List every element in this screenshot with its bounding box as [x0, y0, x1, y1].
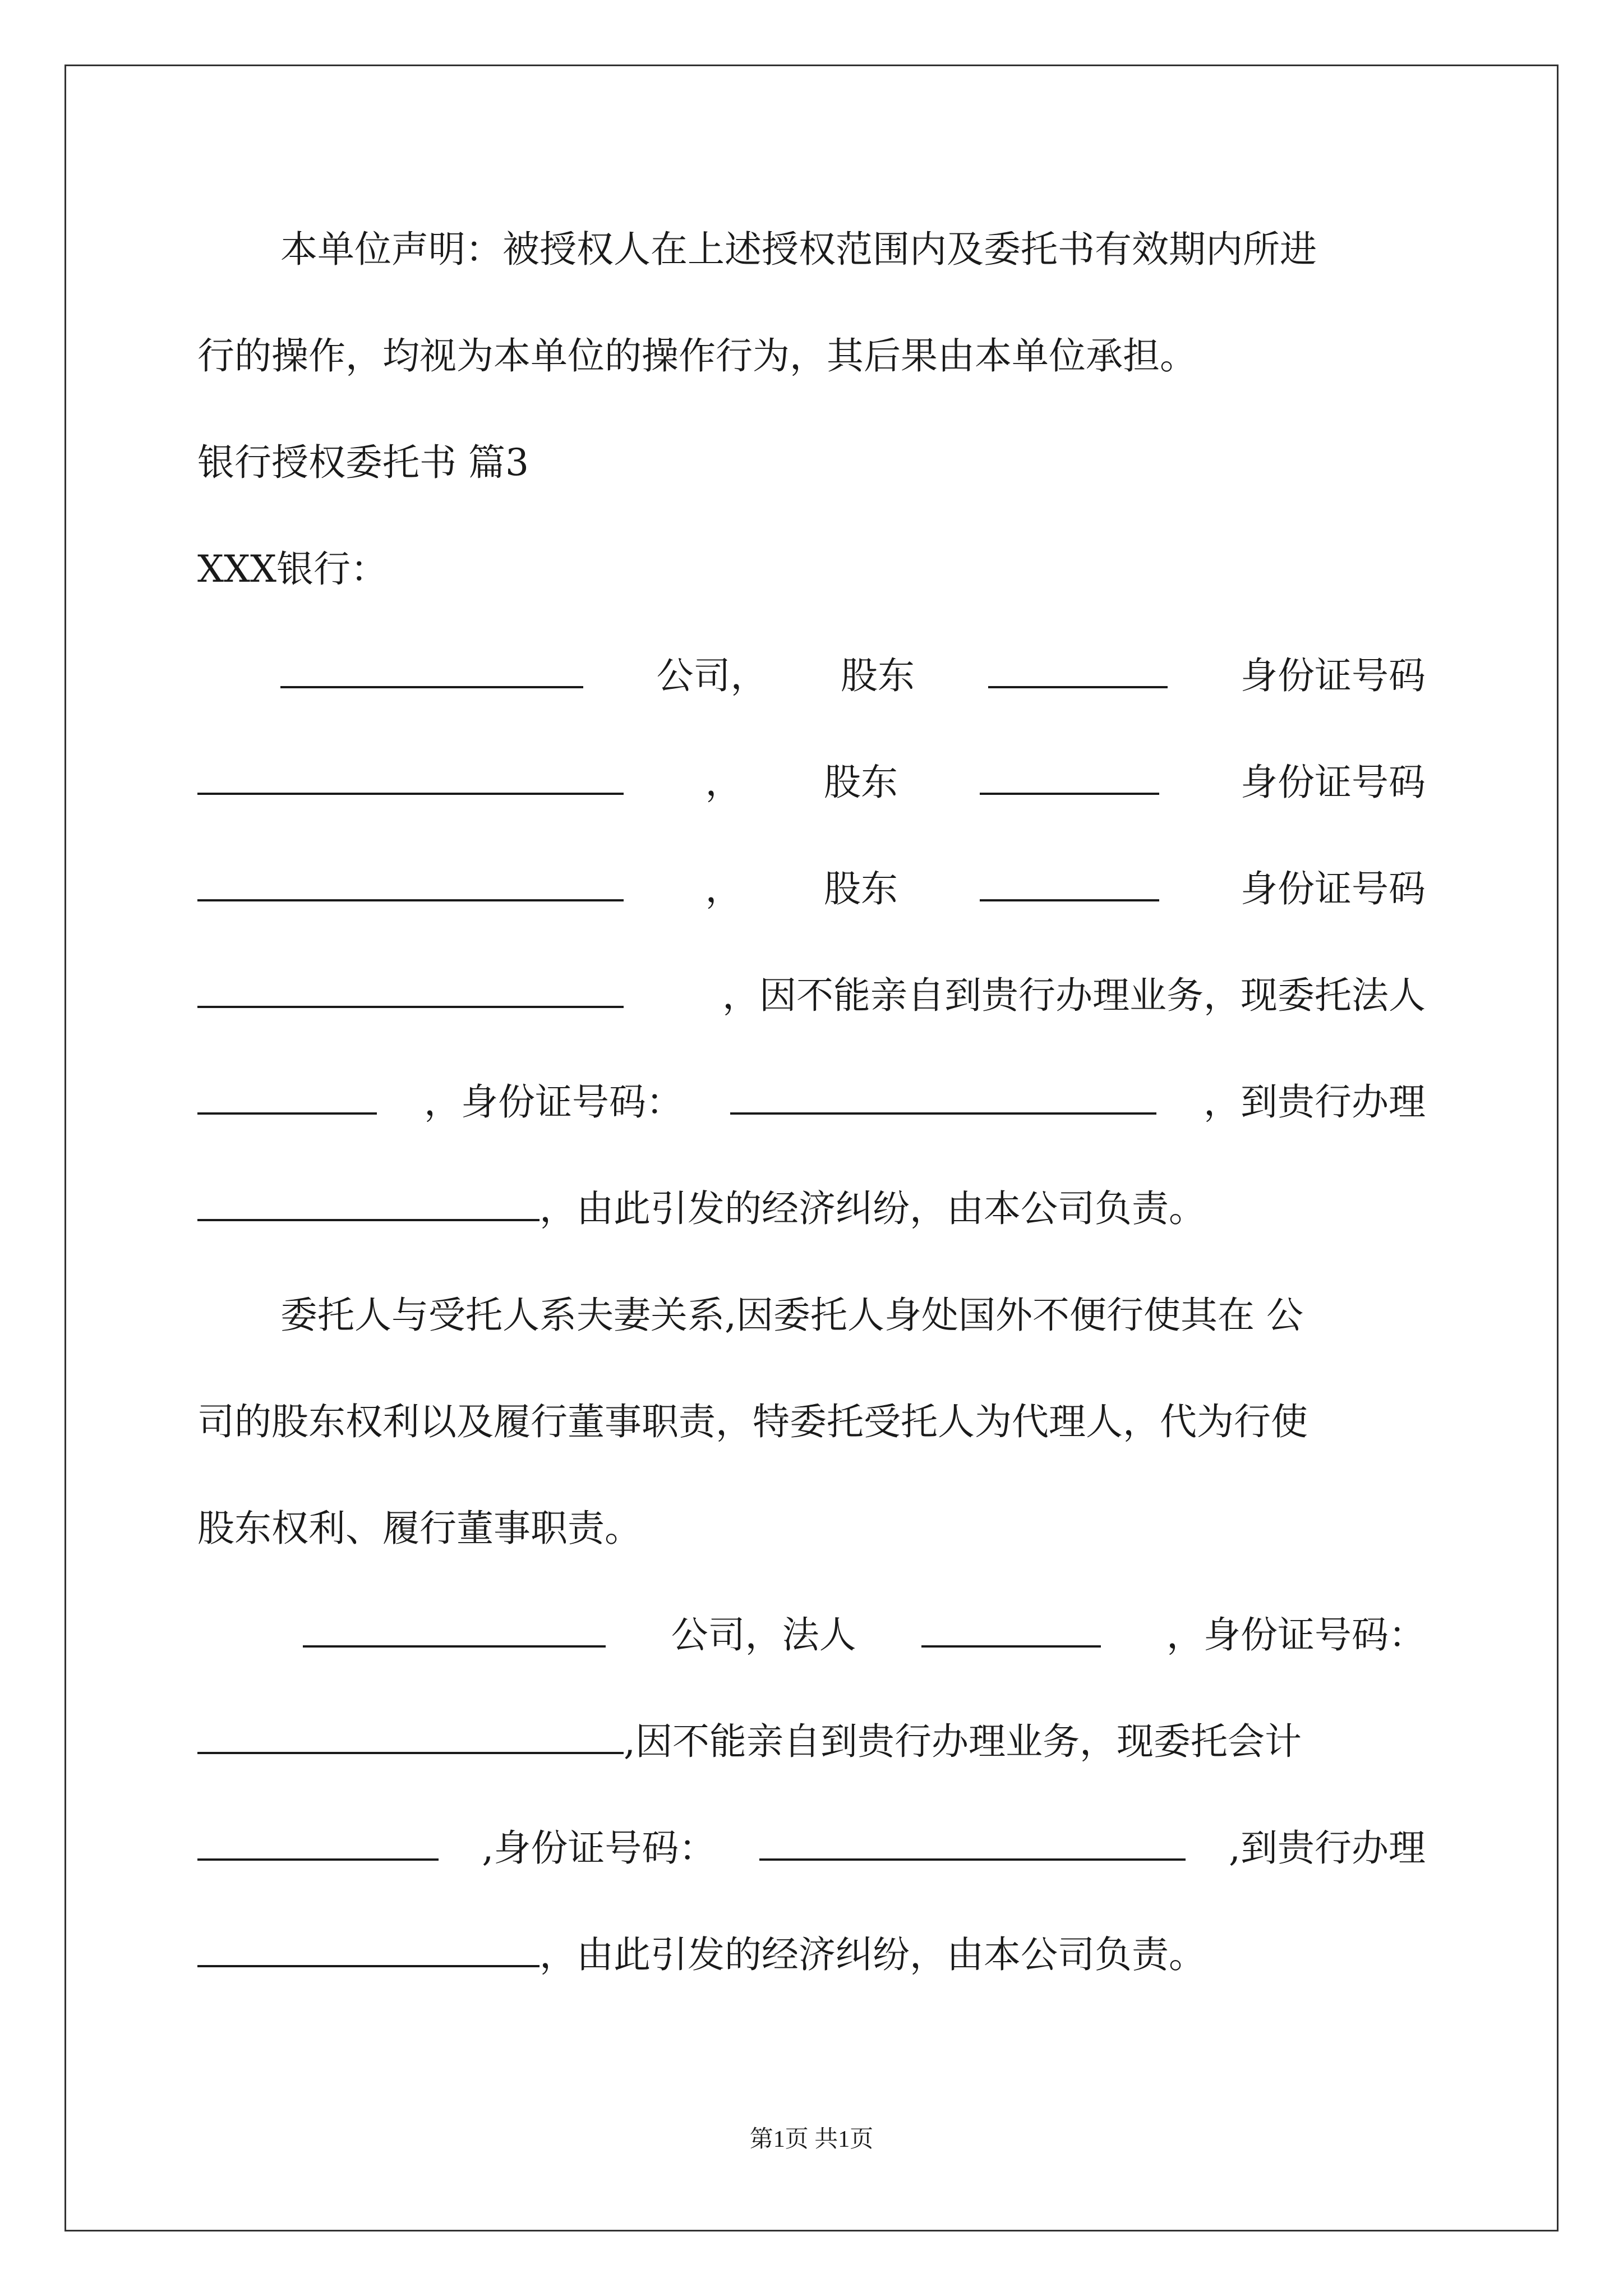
- form-line: [280, 651, 1426, 701]
- section-title: 银行授权委托书 篇3: [197, 441, 529, 484]
- form-line: [197, 757, 1426, 808]
- form-line: [197, 864, 1426, 914]
- id-number-blank[interactable]: [759, 1824, 1186, 1861]
- form-text: 身份证号码: [1241, 867, 1426, 910]
- form-line: [197, 1717, 1426, 1767]
- form-text: ，由此引发的经济纠纷，由本公司负责。: [540, 1187, 1206, 1230]
- form-text: 公司，法人: [671, 1613, 856, 1657]
- form-line: [303, 1610, 1426, 1660]
- form-text: 身份证号码: [1241, 654, 1426, 697]
- business-blank[interactable]: [197, 1930, 540, 1967]
- business-blank[interactable]: [197, 1184, 540, 1221]
- form-text: ，到贵行办理: [1204, 1080, 1426, 1124]
- shareholder-blank[interactable]: [980, 758, 1159, 795]
- form-text: ，因不能亲自到贵行办理业务，现委托法人: [722, 974, 1426, 1017]
- form-text: ，: [705, 867, 743, 910]
- legal-person-blank[interactable]: [921, 1611, 1101, 1648]
- form-text: ,到贵行办理: [1229, 1826, 1426, 1870]
- form-line: [197, 1930, 1426, 1980]
- shareholder-blank[interactable]: [980, 864, 1159, 901]
- paragraph-line: 行的操作，均视为本单位的操作行为，其后果由本单位承担。: [197, 334, 1197, 378]
- paragraph-line: 司的股东权利以及履行董事职责，特委托受托人为代理人，代为行使: [197, 1400, 1308, 1443]
- shareholder-blank[interactable]: [988, 651, 1168, 688]
- company-blank[interactable]: [280, 651, 583, 688]
- form-text: 公司，: [656, 654, 768, 697]
- form-text: 股东: [824, 867, 898, 910]
- form-text: ,因不能亲自到贵行办理业务，现委托会计: [624, 1720, 1302, 1763]
- page-footer: 第1页 共1页: [749, 2127, 874, 2152]
- form-text: 股东: [824, 761, 898, 804]
- form-text: 身份证号码: [1241, 761, 1426, 804]
- salutation: XXX银行：: [197, 547, 388, 591]
- page-border: [64, 65, 1559, 2231]
- id-number-blank[interactable]: [197, 864, 624, 901]
- form-text: ，: [705, 761, 743, 804]
- id-number-blank[interactable]: [730, 1078, 1156, 1115]
- id-number-blank[interactable]: [197, 971, 624, 1008]
- accountant-blank[interactable]: [197, 1824, 439, 1861]
- paragraph-line: 委托人与受托人系夫妻关系,因委托人身处国外不便行使其在 公: [280, 1294, 1303, 1337]
- legal-person-blank[interactable]: [197, 1078, 377, 1115]
- form-text: ，身份证号码：: [1166, 1613, 1426, 1657]
- form-text: ，身份证号码：: [424, 1080, 683, 1124]
- id-number-blank[interactable]: [197, 758, 624, 795]
- company-blank[interactable]: [303, 1611, 606, 1648]
- id-number-blank[interactable]: [197, 1717, 624, 1754]
- form-line: [197, 970, 1426, 1021]
- form-line: [197, 1077, 1426, 1128]
- paragraph-line: 股东权利、履行董事职责。: [197, 1507, 642, 1550]
- form-line: [197, 1184, 1426, 1234]
- form-text: ，由此引发的经济纠纷，由本公司负责。: [540, 1933, 1206, 1976]
- form-text: ,身份证号码：: [482, 1826, 716, 1870]
- form-line: [197, 1823, 1426, 1874]
- paragraph-line: 本单位声明：被授权人在上述授权范围内及委托书有效期内所进: [280, 228, 1317, 271]
- form-text: 股东: [841, 654, 915, 697]
